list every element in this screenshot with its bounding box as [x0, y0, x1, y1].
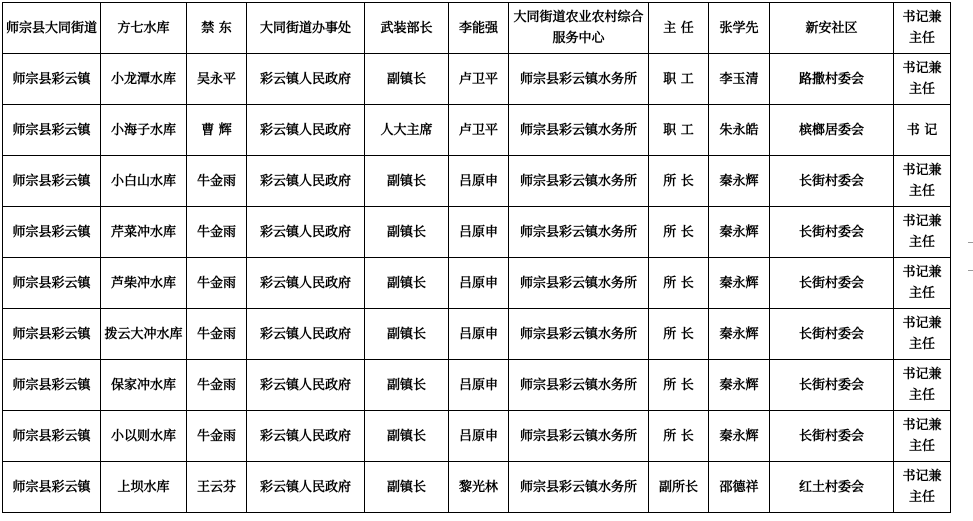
area-cell: 师宗县彩云镇	[3, 309, 101, 360]
service-center-cell: 师宗县彩云镇水务所	[509, 360, 649, 411]
center-role-cell: 所 长	[649, 411, 709, 462]
center-role-cell: 所 长	[649, 360, 709, 411]
center-role-cell: 职 工	[649, 105, 709, 156]
reservoir-responsibility-table	[2, 2, 951, 513]
chief-name-cell: 牛金雨	[187, 411, 247, 462]
table-row	[3, 3, 951, 54]
community-role-cell: 书记兼主任	[894, 309, 951, 360]
center-role-cell: 主 任	[649, 3, 709, 54]
government-office-cell: 彩云镇人民政府	[247, 462, 365, 513]
contact-name-cell: 秦永辉	[709, 360, 770, 411]
community-role-cell: 书记兼主任	[894, 3, 951, 54]
office-role-cell: 副镇长	[365, 207, 449, 258]
chief-name-cell: 牛金雨	[187, 360, 247, 411]
service-center-cell: 师宗县彩云镇水务所	[509, 258, 649, 309]
chief-name-cell: 牛金雨	[187, 207, 247, 258]
table-row	[3, 258, 951, 309]
center-role-cell: 所 长	[649, 309, 709, 360]
chief-name-cell: 吴永平	[187, 54, 247, 105]
service-center-cell: 师宗县彩云镇水务所	[509, 156, 649, 207]
area-cell: 师宗县彩云镇	[3, 54, 101, 105]
table-body	[3, 3, 951, 513]
community-role-cell: 书记兼主任	[894, 411, 951, 462]
community-role-cell: 书记兼主任	[894, 258, 951, 309]
community-role-cell: 书记兼主任	[894, 207, 951, 258]
government-office-cell: 彩云镇人民政府	[247, 360, 365, 411]
service-center-cell: 师宗县彩云镇水务所	[509, 105, 649, 156]
community-cell: 长街村委会	[770, 156, 894, 207]
table-row	[3, 54, 951, 105]
service-center-cell: 师宗县彩云镇水务所	[509, 411, 649, 462]
office-role-cell: 副镇长	[365, 462, 449, 513]
reservoir-name-cell: 方七水库	[101, 3, 187, 54]
center-role-cell: 所 长	[649, 207, 709, 258]
community-role-cell: 书记兼主任	[894, 360, 951, 411]
reservoir-name-cell: 上坝水库	[101, 462, 187, 513]
area-cell: 师宗县彩云镇	[3, 156, 101, 207]
table-row	[3, 207, 951, 258]
service-center-cell: 大同街道农业农村综合服务中心	[509, 3, 649, 54]
community-role-cell: 书记兼主任	[894, 54, 951, 105]
community-role-cell: 书记兼主任	[894, 156, 951, 207]
reservoir-name-cell: 小白山水库	[101, 156, 187, 207]
area-cell: 师宗县彩云镇	[3, 411, 101, 462]
contact-name-cell: 张学先	[709, 3, 770, 54]
office-role-cell: 人大主席	[365, 105, 449, 156]
community-cell: 新安社区	[770, 3, 894, 54]
government-office-cell: 彩云镇人民政府	[247, 258, 365, 309]
community-cell: 红土村委会	[770, 462, 894, 513]
office-role-cell: 武装部长	[365, 3, 449, 54]
chief-name-cell: 牛金雨	[187, 309, 247, 360]
table-row	[3, 462, 951, 513]
government-office-cell: 彩云镇人民政府	[247, 207, 365, 258]
office-role-cell: 副镇长	[365, 309, 449, 360]
area-cell: 师宗县彩云镇	[3, 360, 101, 411]
contact-name-cell: 邵德祥	[709, 462, 770, 513]
chief-name-cell: 牛金雨	[187, 156, 247, 207]
chief-name-cell: 牛金雨	[187, 258, 247, 309]
table-row	[3, 411, 951, 462]
official-name-cell: 黎光林	[449, 462, 509, 513]
community-cell: 槟榔居委会	[770, 105, 894, 156]
community-cell: 长街村委会	[770, 207, 894, 258]
government-office-cell: 彩云镇人民政府	[247, 411, 365, 462]
government-office-cell: 彩云镇人民政府	[247, 54, 365, 105]
edge-tick-top	[968, 242, 973, 243]
chief-name-cell: 王云芬	[187, 462, 247, 513]
official-name-cell: 吕原申	[449, 309, 509, 360]
contact-name-cell: 秦永辉	[709, 207, 770, 258]
service-center-cell: 师宗县彩云镇水务所	[509, 207, 649, 258]
reservoir-name-cell: 小龙潭水库	[101, 54, 187, 105]
area-cell: 师宗县彩云镇	[3, 462, 101, 513]
area-cell: 师宗县大同街道	[3, 3, 101, 54]
center-role-cell: 职 工	[649, 54, 709, 105]
official-name-cell: 卢卫平	[449, 54, 509, 105]
office-role-cell: 副镇长	[365, 54, 449, 105]
service-center-cell: 师宗县彩云镇水务所	[509, 309, 649, 360]
reservoir-name-cell: 拨云大冲水库	[101, 309, 187, 360]
contact-name-cell: 李玉清	[709, 54, 770, 105]
center-role-cell: 所 长	[649, 258, 709, 309]
reservoir-name-cell: 小以则水库	[101, 411, 187, 462]
area-cell: 师宗县彩云镇	[3, 207, 101, 258]
contact-name-cell: 秦永辉	[709, 309, 770, 360]
community-cell: 路撒村委会	[770, 54, 894, 105]
government-office-cell: 大同街道办事处	[247, 3, 365, 54]
contact-name-cell: 秦永辉	[709, 411, 770, 462]
edge-tick-bottom	[968, 270, 973, 271]
contact-name-cell: 秦永辉	[709, 156, 770, 207]
official-name-cell: 吕原申	[449, 258, 509, 309]
service-center-cell: 师宗县彩云镇水务所	[509, 54, 649, 105]
community-cell: 长街村委会	[770, 309, 894, 360]
official-name-cell: 吕原申	[449, 411, 509, 462]
official-name-cell: 吕原申	[449, 207, 509, 258]
chief-name-cell: 禁 东	[187, 3, 247, 54]
area-cell: 师宗县彩云镇	[3, 258, 101, 309]
official-name-cell: 吕原申	[449, 156, 509, 207]
official-name-cell: 卢卫平	[449, 105, 509, 156]
reservoir-name-cell: 小海子水库	[101, 105, 187, 156]
government-office-cell: 彩云镇人民政府	[247, 309, 365, 360]
community-cell: 长街村委会	[770, 411, 894, 462]
official-name-cell: 李能强	[449, 3, 509, 54]
reservoir-name-cell: 保家冲水库	[101, 360, 187, 411]
community-role-cell: 书 记	[894, 105, 951, 156]
office-role-cell: 副镇长	[365, 156, 449, 207]
table-row	[3, 309, 951, 360]
office-role-cell: 副镇长	[365, 360, 449, 411]
center-role-cell: 副所长	[649, 462, 709, 513]
center-role-cell: 所 长	[649, 156, 709, 207]
office-role-cell: 副镇长	[365, 258, 449, 309]
office-role-cell: 副镇长	[365, 411, 449, 462]
community-cell: 长街村委会	[770, 258, 894, 309]
reservoir-name-cell: 芦柴冲水库	[101, 258, 187, 309]
service-center-cell: 师宗县彩云镇水务所	[509, 462, 649, 513]
community-role-cell: 书记兼主任	[894, 462, 951, 513]
official-name-cell: 吕原申	[449, 360, 509, 411]
chief-name-cell: 曹 辉	[187, 105, 247, 156]
table-row	[3, 156, 951, 207]
table-row	[3, 360, 951, 411]
reservoir-name-cell: 芹菜冲水库	[101, 207, 187, 258]
contact-name-cell: 朱永皓	[709, 105, 770, 156]
contact-name-cell: 秦永辉	[709, 258, 770, 309]
government-office-cell: 彩云镇人民政府	[247, 105, 365, 156]
government-office-cell: 彩云镇人民政府	[247, 156, 365, 207]
table-row	[3, 105, 951, 156]
area-cell: 师宗县彩云镇	[3, 105, 101, 156]
community-cell: 长街村委会	[770, 360, 894, 411]
